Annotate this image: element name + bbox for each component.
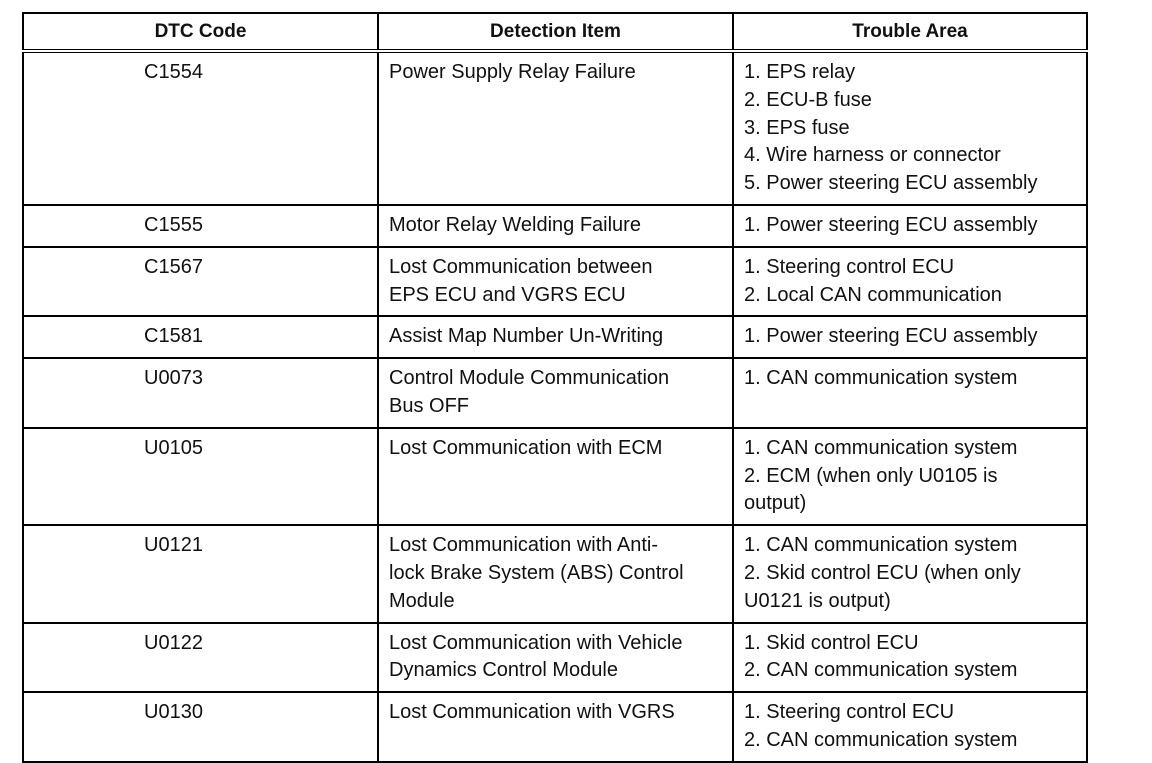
trouble-area-line: 2. ECU-B fuse: [744, 88, 872, 111]
detection-item-line: Lost Communication with VGRS: [389, 701, 675, 724]
header-row: [23, 13, 1087, 51]
detection-item-cell: [378, 316, 733, 358]
dtc-code-cell: U0121: [23, 525, 378, 622]
detection-item-line: Control Module Communication: [389, 367, 670, 390]
detection-item-cell: [378, 428, 733, 525]
trouble-area-line: 4. Wire harness or connector: [744, 144, 1001, 167]
dtc-code-cell: U0105: [23, 428, 378, 525]
detection-item-line: Lost Communication with ECM: [389, 436, 663, 459]
detection-item-line: Motor Relay Welding Failure: [389, 213, 641, 236]
trouble-area-line: 1. Power steering ECU assembly: [744, 213, 1038, 236]
detection-item-line: Lost Communication with Vehicle: [389, 631, 683, 654]
header-dtc-code: DTC Code: [23, 13, 378, 51]
detection-item-cell: [378, 247, 733, 317]
trouble-area-cell: [733, 316, 1087, 358]
detection-item-line: Assist Map Number Un-Writing: [389, 325, 664, 348]
dtc-code-cell: U0073: [23, 358, 378, 428]
detection-item-cell: [378, 358, 733, 428]
table-body: [23, 51, 1087, 762]
dtc-code-cell: C1555: [23, 205, 378, 247]
table-row: [23, 525, 1087, 622]
trouble-area-line: 2. Local CAN communication: [744, 283, 1002, 306]
table-row: [23, 358, 1087, 428]
dtc-code-cell: U0130: [23, 692, 378, 762]
header-trouble-area: Trouble Area: [733, 13, 1087, 51]
detection-item-line: lock Brake System (ABS) Control: [389, 561, 684, 584]
trouble-area-cell: [733, 692, 1087, 762]
dtc-code-cell: C1554: [23, 51, 378, 205]
table-row: [23, 205, 1087, 247]
trouble-area-line: 1. CAN communication system: [744, 534, 1018, 557]
trouble-area-cell: [733, 358, 1087, 428]
trouble-area-cell: [733, 623, 1087, 693]
detection-item-cell: [378, 205, 733, 247]
table-row: [23, 316, 1087, 358]
trouble-area-cell: [733, 205, 1087, 247]
detection-item-cell: [378, 692, 733, 762]
trouble-area-line: 1. Steering control ECU: [744, 701, 955, 724]
detection-item-line: Module: [389, 589, 455, 612]
trouble-area-line: 1. CAN communication system: [744, 436, 1018, 459]
detection-item-line: Power Supply Relay Failure: [389, 61, 636, 83]
header-detection-item: Detection Item: [378, 13, 733, 51]
trouble-area-cell: [733, 247, 1087, 317]
trouble-area-line: 2. ECM (when only U0105 is: [744, 464, 998, 487]
trouble-area-line: 2. Skid control ECU (when only: [744, 561, 1021, 584]
table-row: [23, 692, 1087, 762]
table-row: [23, 428, 1087, 525]
trouble-area-line: 1. Power steering ECU assembly: [744, 325, 1038, 348]
trouble-area-cell: [733, 525, 1087, 622]
detection-item-cell: [378, 51, 733, 205]
trouble-area-line: 1. CAN communication system: [744, 367, 1018, 390]
trouble-area-line: 2. CAN communication system: [744, 728, 1018, 751]
detection-item-line: Lost Communication between: [389, 255, 653, 278]
trouble-area-line: output): [744, 492, 807, 515]
table-row: [23, 247, 1087, 317]
trouble-area-line: U0121 is output): [744, 589, 891, 612]
detection-item-cell: [378, 623, 733, 693]
trouble-area-cell: [733, 428, 1087, 525]
trouble-area-line: 1. EPS relay: [744, 61, 856, 83]
trouble-area-line: 1. Steering control ECU: [744, 255, 955, 278]
dtc-code-cell: C1567: [23, 247, 378, 317]
detection-item-line: Dynamics Control Module: [389, 659, 618, 682]
detection-item-line: Lost Communication with Anti-: [389, 534, 659, 557]
trouble-area-line: 5. Power steering ECU assembly: [744, 172, 1038, 195]
dtc-code-cell: U0122: [23, 623, 378, 693]
trouble-area-line: 3. EPS fuse: [744, 116, 850, 139]
dtc-table: [22, 12, 1088, 763]
trouble-area-cell: [733, 51, 1087, 205]
detection-item-line: EPS ECU and VGRS ECU: [389, 283, 626, 306]
table-row: [23, 623, 1087, 693]
table-row: [23, 51, 1087, 205]
detection-item-cell: [378, 525, 733, 622]
trouble-area-line: 2. CAN communication system: [744, 659, 1018, 682]
trouble-area-line: 1. Skid control ECU: [744, 631, 919, 654]
detection-item-line: Bus OFF: [389, 394, 470, 417]
dtc-code-cell: C1581: [23, 316, 378, 358]
